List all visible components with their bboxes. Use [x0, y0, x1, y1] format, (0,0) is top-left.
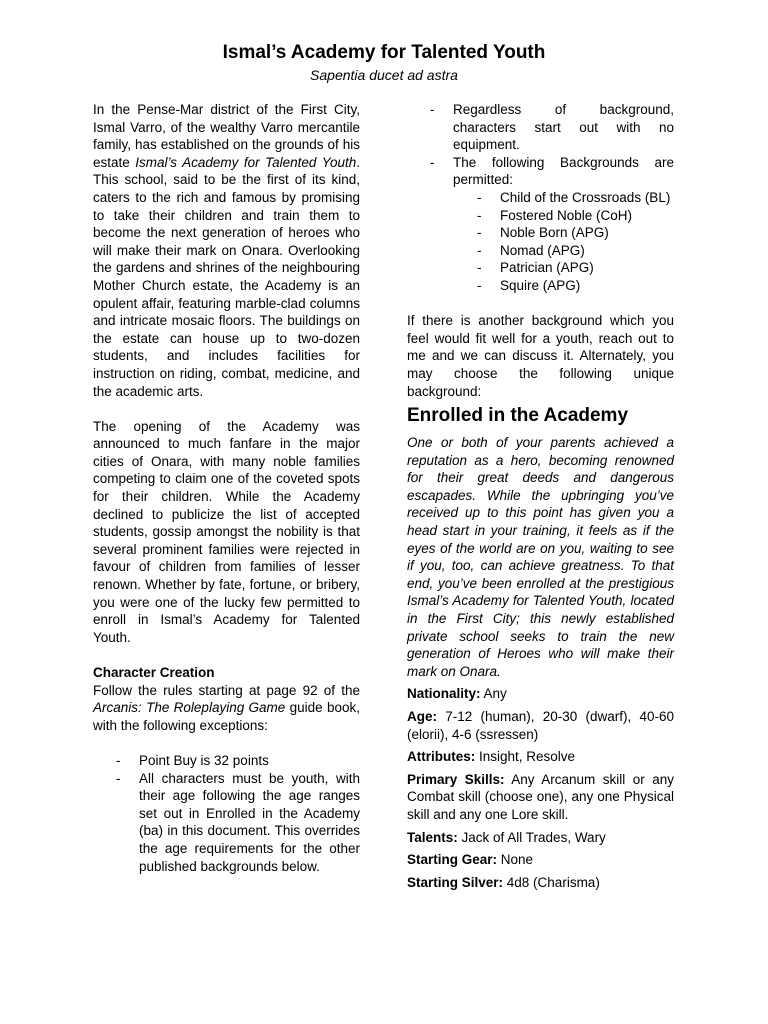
flavor-paragraph: One or both of your parents achieved a reputation as a hero, becoming renowned for their great deeds and dangerous escapades. While the upbringing you’ve received up to this point has given you a head start in your training, it feels as if the eyes of the world are on you, waiting to see if you, too, can achieve greatness. To that end, you’ve been enrolled at the prestigious Ismal’s Academy for Talented Youth, located in the First City; this newly established private school seeks to train the new generation of Heroes who will make their mark on Onara.: [407, 435, 674, 679]
stat-label: Nationality:: [407, 686, 481, 702]
background-item: - Patrician (APG): [407, 259, 674, 277]
stat-nationality: [407, 685, 674, 703]
section-heading: Enrolled in the Academy: [407, 405, 629, 427]
stat-starting-gear: [407, 851, 674, 869]
stat-value: Jack of All Trades, Wary: [457, 829, 606, 845]
background-item-text: Squire (APG): [500, 277, 581, 293]
other-background-paragraph: If there is another background which you feel would fit well for a youth, reach out to me and we can discuss it. Alternately, you may choose the following unique background:: [407, 313, 674, 399]
list-item: - Regardless of background, characters start out with no equipment.: [430, 102, 674, 153]
stat-starting-silver: [407, 874, 674, 892]
intro-text-a: In the Pense-Mar district of the First City, Ismal Varro, of the wealthy Varro mercantile family, has established on the grounds of his estate: [93, 102, 360, 170]
background-item-text: Child of the Crossroads (BL): [500, 189, 671, 205]
stat-attributes: [407, 748, 674, 766]
stat-label: Primary Skills:: [407, 771, 505, 787]
list-item-text: All characters must be youth, with their age following the age ranges set out in Enrolled in the Academy (ba) in this document. This overrides the age requirements for the other published backgrounds below.: [139, 770, 360, 874]
stat-primary-skills: [407, 771, 674, 824]
list-item-text: Point Buy is 32 points: [139, 752, 269, 768]
character-creation-heading: [93, 664, 360, 682]
list-item-text: The following Backgrounds are permitted:: [453, 154, 674, 188]
right-column: [407, 101, 674, 891]
background-item: - Fostered Noble (CoH): [407, 207, 674, 225]
list-item-text: Regardless of background, characters start out with no equipment.: [453, 102, 674, 153]
stat-label: Talents:: [407, 829, 458, 845]
list-item: - The following Backgrounds are permitted:: [430, 154, 674, 188]
stat-value: 7-12 (human), 20-30 (dwarf), 40-60 (elorii), 4-6 (ssressen): [407, 709, 674, 742]
stat-value: Any: [480, 686, 507, 702]
opening-paragraph: The opening of the Academy was announced to much fanfare in the major cities of Onara, with many noble families competing to claim one of the coveted spots for their children. While the Academy declined to publicize the list of accepted students, gossip amongst the nobility is that several prominent families were rejected in favour of children from families of lesser renown. Whether by fate, fortune, or bribery, you were one of the lucky few permitted to enroll in Ismal’s Academy for Talented Youth.: [93, 418, 360, 645]
left-column: [93, 101, 360, 875]
background-item: - Squire (APG): [407, 277, 674, 295]
stat-value: Insight, Resolve: [475, 749, 576, 765]
stat-label: Age:: [407, 709, 437, 724]
list-item: - Point Buy is 32 points: [93, 752, 360, 770]
background-item: - Child of the Crossroads (BL): [407, 189, 674, 207]
stat-value: None: [497, 852, 534, 868]
cc-text-a: Follow the rules starting at page 92 of the: [93, 682, 360, 698]
background-item-text: Patrician (APG): [500, 260, 594, 276]
page-motto: Sapentia ducet ad astra: [310, 67, 458, 83]
stat-age: [407, 708, 674, 743]
background-item-text: Nomad (APG): [500, 242, 585, 258]
intro-paragraph: [93, 101, 360, 400]
intro-text-italic: Ismal’s Academy for Talented Youth: [135, 154, 357, 170]
intro-text-b: . This school, said to be the first of its kind, caters to the rich and famous by promising to take their children and train them to become the next generation of heroes who will make their mark on Onara. Overlooking the gardens and shrines of the neighbouring Mother Church estate, the Academy is an opulent affair, featuring marble-clad columns and intricate mosaic floors. The buildings on the estate can house up to two-dozen students, and includes facilities for instruction on riding, combat, medicine, and the academic arts.: [93, 154, 360, 399]
stat-value: Any Arcanum skill or any Combat skill (choose one), any one Physical skill and any one Lore skill.: [407, 771, 674, 822]
page-title: Ismal’s Academy for Talented Youth: [222, 42, 546, 63]
cc-text-italic: Arcanis: The Roleplaying Game: [93, 700, 286, 716]
background-item: - Noble Born (APG): [407, 224, 674, 242]
background-item-text: Fostered Noble (CoH): [500, 207, 633, 223]
character-creation-paragraph: [93, 682, 360, 735]
background-item-text: Noble Born (APG): [500, 225, 609, 241]
stat-talents: [407, 829, 674, 847]
stat-label: Starting Gear:: [407, 852, 498, 868]
list-item: - All characters must be youth, with their age following the age ranges set out in Enrolled in the Academy (ba) in this document. This overrides the age requirements for the other published backgrounds below.: [116, 770, 360, 874]
stat-value: 4d8 (Charisma): [503, 874, 600, 890]
stat-label: Attributes:: [407, 749, 476, 765]
character-creation-heading-text: Character Creation: [93, 665, 215, 680]
cc-text-b: guide book, with the following exceptions:: [93, 700, 360, 733]
stat-label: Starting Silver:: [407, 874, 504, 890]
background-item: - Nomad (APG): [407, 242, 674, 260]
